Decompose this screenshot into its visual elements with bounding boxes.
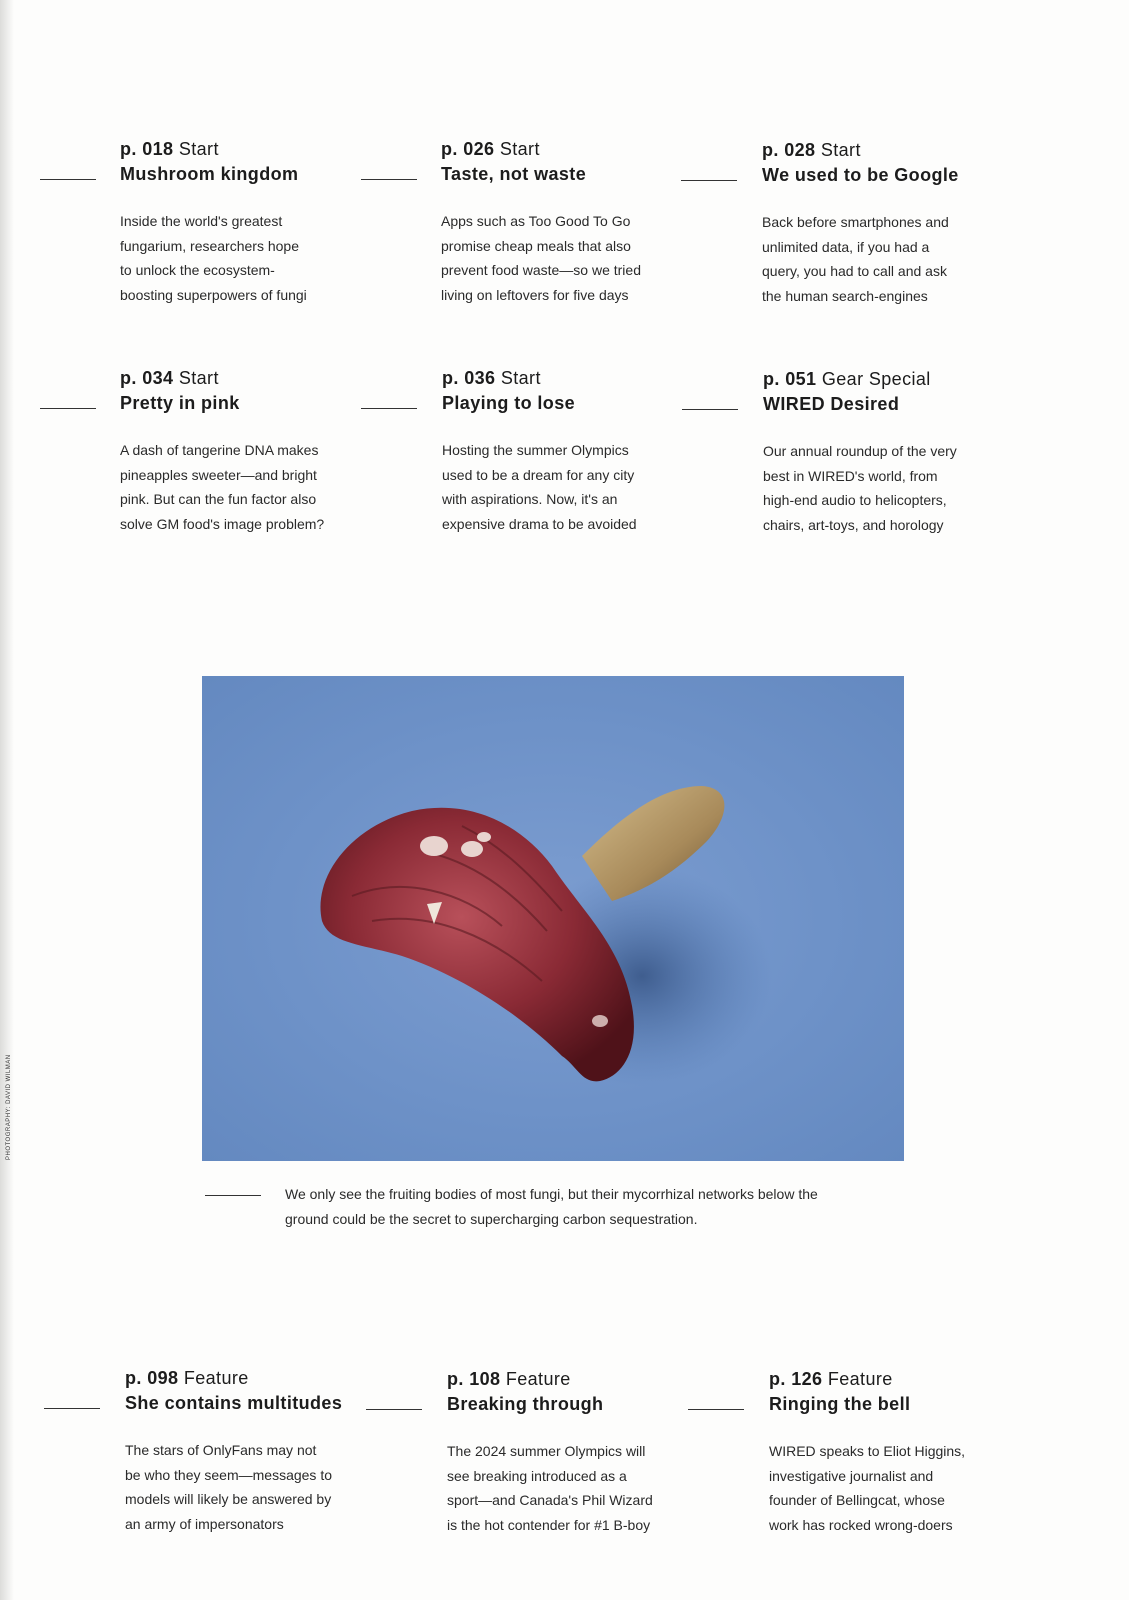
item-description: A dash of tangerine DNA makes pineapples sweeter—and bright pink. But can the fun factor also solve GM food's image problem? bbox=[120, 442, 325, 532]
item-description: Our annual roundup of the very best in WIRED's world, from high-end audio to helicopters, chairs, art-toys, and horology bbox=[763, 443, 957, 533]
contents-item-ringing-the-bell[interactable] bbox=[769, 1367, 1019, 1537]
photo-caption: We only see the fruiting bodies of most fungi, but their mycorrhizal networks below the ground could be the secret to supercharging carbon sequestration. bbox=[285, 1186, 818, 1227]
item-description: Apps such as Too Good To Go promise cheap meals that also prevent food waste—so we tried living on leftovers for five days bbox=[441, 213, 641, 303]
item-rule bbox=[40, 408, 96, 409]
mushroom-illustration bbox=[202, 676, 904, 1161]
item-rule bbox=[682, 409, 738, 410]
item-page: p. 028 bbox=[762, 140, 816, 160]
item-description: The 2024 summer Olympics will see breaking introduced as a sport—and Canada's Phil Wizard is the hot contender for #1 B-boy bbox=[447, 1443, 653, 1533]
item-header bbox=[447, 1367, 697, 1417]
item-description: Back before smartphones and unlimited data, if you had a query, you had to call and ask the human search-engines bbox=[762, 214, 949, 304]
item-rule bbox=[361, 179, 417, 180]
item-section: Start bbox=[499, 139, 540, 159]
item-header bbox=[125, 1366, 375, 1416]
item-page: p. 126 bbox=[769, 1369, 823, 1389]
item-title: Taste, not waste bbox=[441, 164, 587, 184]
item-section: Feature bbox=[183, 1368, 249, 1388]
photo-credit: PHOTOGRAPHY: DAVID WILMAN bbox=[6, 1054, 12, 1160]
item-page: p. 108 bbox=[447, 1369, 501, 1389]
item-description: Hosting the summer Olympics used to be a dream for any city with aspirations. Now, it's an expensive drama to be avoided bbox=[442, 442, 637, 532]
item-header bbox=[120, 366, 370, 416]
item-section: Start bbox=[500, 368, 541, 388]
item-rule bbox=[681, 180, 737, 181]
item-page: p. 034 bbox=[120, 368, 174, 388]
item-section: Feature bbox=[505, 1369, 571, 1389]
item-header bbox=[763, 367, 1013, 417]
item-page: p. 018 bbox=[120, 139, 174, 159]
item-rule bbox=[366, 1409, 422, 1410]
contents-item-she-contains-multitudes[interactable] bbox=[125, 1366, 375, 1536]
item-section: Start bbox=[178, 368, 219, 388]
contents-item-pretty-in-pink[interactable] bbox=[120, 366, 370, 536]
page-edge-shadow bbox=[0, 0, 14, 1600]
item-page: p. 098 bbox=[125, 1368, 179, 1388]
contents-item-mushroom-kingdom[interactable] bbox=[120, 137, 370, 307]
item-title: She contains multitudes bbox=[125, 1393, 343, 1413]
contents-item-taste-not-waste[interactable] bbox=[441, 137, 691, 307]
item-rule bbox=[361, 408, 417, 409]
item-title: WIRED Desired bbox=[763, 394, 900, 414]
item-title: Ringing the bell bbox=[769, 1394, 911, 1414]
item-title: Breaking through bbox=[447, 1394, 604, 1414]
caption-rule bbox=[205, 1195, 261, 1196]
item-page: p. 026 bbox=[441, 139, 495, 159]
item-header bbox=[442, 366, 692, 416]
contents-item-breaking-through[interactable] bbox=[447, 1367, 697, 1537]
contents-item-wired-desired[interactable] bbox=[763, 367, 1013, 537]
item-rule bbox=[688, 1409, 744, 1410]
item-section: Feature bbox=[827, 1369, 893, 1389]
item-section: Gear Special bbox=[821, 369, 931, 389]
item-section: Start bbox=[820, 140, 861, 160]
item-page: p. 051 bbox=[763, 369, 817, 389]
item-header bbox=[441, 137, 691, 187]
item-title: We used to be Google bbox=[762, 165, 959, 185]
item-title: Playing to lose bbox=[442, 393, 576, 413]
item-rule bbox=[44, 1408, 100, 1409]
contents-item-playing-to-lose[interactable] bbox=[442, 366, 692, 536]
item-header bbox=[769, 1367, 1019, 1417]
mushroom-photo bbox=[202, 676, 904, 1161]
item-description: The stars of OnlyFans may not be who they seem—messages to models will likely be answered by an army of impersonators bbox=[125, 1442, 332, 1532]
item-rule bbox=[40, 179, 96, 180]
item-description: WIRED speaks to Eliot Higgins, investigative journalist and founder of Bellingcat, whose work has rocked wrong-doers bbox=[769, 1443, 966, 1533]
item-section: Start bbox=[178, 139, 219, 159]
item-description: Inside the world's greatest fungarium, researchers hope to unlock the ecosystem- boosting superpowers of fungi bbox=[120, 213, 307, 303]
contents-item-we-used-to-be-google[interactable] bbox=[762, 138, 1012, 308]
item-title: Mushroom kingdom bbox=[120, 164, 299, 184]
item-header bbox=[762, 138, 1012, 188]
item-header bbox=[120, 137, 370, 187]
item-title: Pretty in pink bbox=[120, 393, 240, 413]
item-page: p. 036 bbox=[442, 368, 496, 388]
